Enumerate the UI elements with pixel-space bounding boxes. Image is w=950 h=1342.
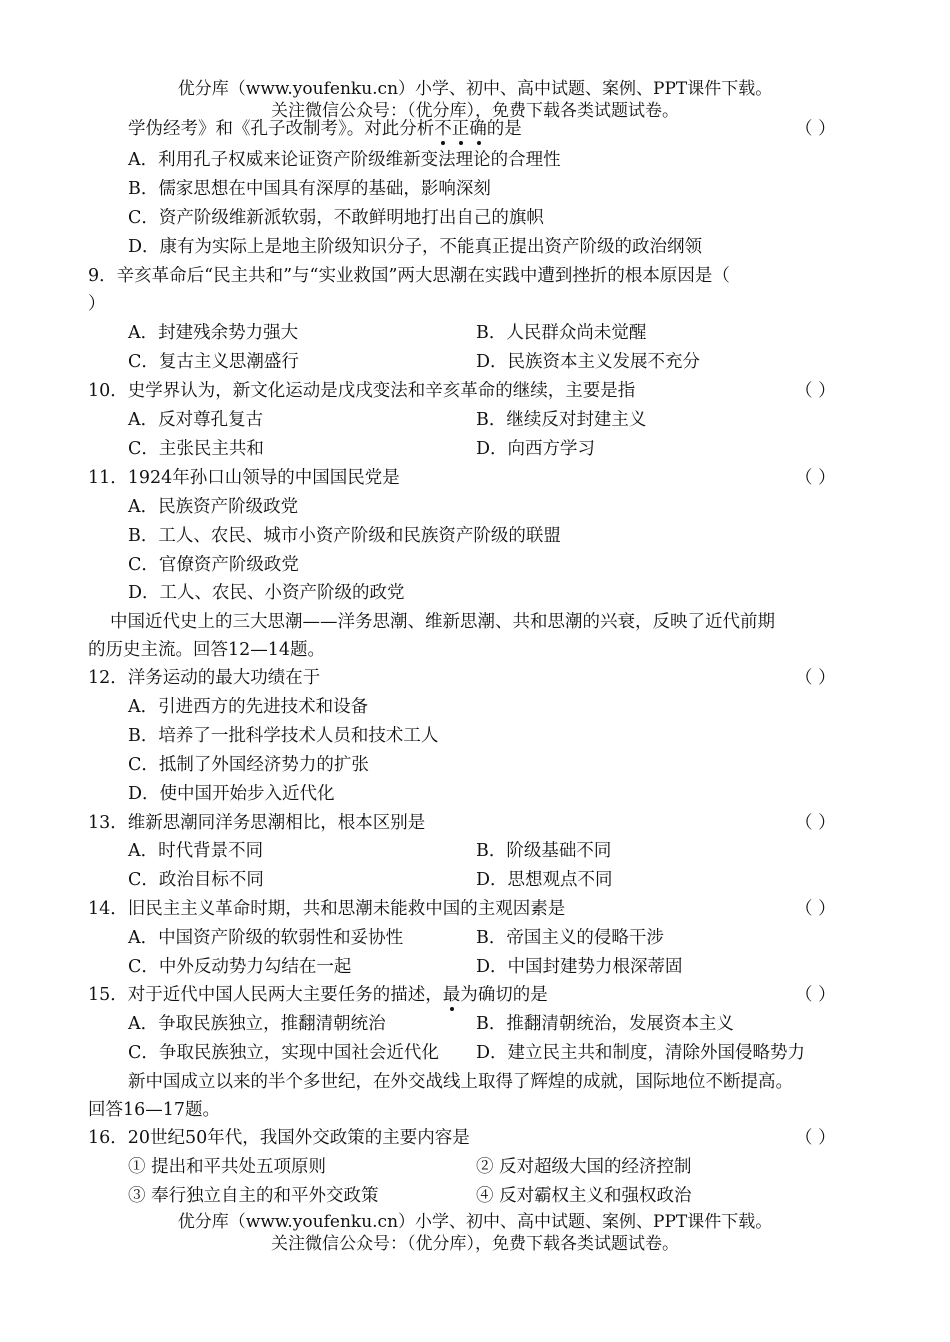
- q9-option-d: D．民族资本主义发展不充分: [476, 352, 701, 372]
- page-footer: [0, 1211, 950, 1255]
- q8-stem-suffix: 的是: [486, 119, 522, 139]
- q13-option-c: C．政治目标不同: [128, 870, 264, 890]
- q12-option-b: B．培养了一批科学技术人员和技术工人: [128, 726, 439, 746]
- q12-option-d: D．使中国开始步入近代化: [128, 784, 335, 804]
- q14-answer-paren: （ ）: [795, 899, 836, 919]
- passage-2-line-2: 回答16—17题。: [88, 1100, 221, 1120]
- q15-emph-text: 最: [442, 985, 461, 1005]
- q11-stem: 11．1924年孙口山领导的中国国民党是: [88, 468, 400, 488]
- q10-option-a: A．反对尊孔复古: [128, 410, 264, 430]
- q9-stem: 9．辛亥革命后“民主共和”与“实业救国”两大思潮在实践中遭到挫折的根本原因是（: [88, 266, 730, 286]
- q10-stem: 10．史学界认为，新文化运动是戊戌变法和辛亥革命的继续，主要是指: [88, 381, 636, 401]
- q9-option-a: A．封建残余势力强大: [128, 323, 299, 343]
- q13-answer-paren: （ ）: [795, 813, 836, 833]
- header-line-2: 关注微信公众号：（优分库），免费下载各类试题试卷。: [271, 101, 679, 121]
- q8-option-a: A．利用孔子权威来论证资产阶级维新变法理论的合理性: [128, 150, 561, 170]
- q15-option-d: D．建立民主共和制度，清除外国侵略势力: [476, 1043, 806, 1063]
- q11-answer-paren: （ ）: [795, 468, 836, 488]
- q14-option-d: D．中国封建势力根深蒂固: [476, 957, 683, 977]
- footer-line-2: 关注微信公众号：（优分库），免费下载各类试题试卷。: [271, 1234, 679, 1254]
- q14-option-c: C．中外反动势力勾结在一起: [128, 957, 352, 977]
- q15-stem: [88, 982, 548, 1008]
- emphasis-dot: [459, 141, 463, 145]
- q15-option-b: B．推翻清朝统治，发展资本主义: [476, 1014, 734, 1034]
- q13-stem: 13．维新思潮同洋务思潮相比，根本区别是: [88, 813, 426, 833]
- q9-option-b: B．人民群众尚未觉醒: [476, 323, 647, 343]
- q15-option-a: A．争取民族独立，推翻清朝统治: [128, 1014, 386, 1034]
- q15-stem-suffix: 为确切的是: [460, 985, 548, 1005]
- q10-option-c: C．主张民主共和: [128, 439, 264, 459]
- footer-line-1: 优分库（www.youfenku.cn）小学、初中、高中试题、案例、PPT课件下载。: [177, 1212, 773, 1232]
- q11-option-b: B．工人、农民、城市小资产阶级和民族资产阶级的联盟: [128, 526, 561, 546]
- emphasis-dot: [441, 141, 445, 145]
- q8-option-b: B．儒家思想在中国具有深厚的基础，影响深刻: [128, 179, 491, 199]
- q15-stem-emphasis: [443, 985, 461, 1005]
- passage-1-line-2: 的历史主流。回答12—14题。: [88, 640, 326, 660]
- q12-option-a: A．引进西方的先进技术和设备: [128, 697, 369, 717]
- q8-stem-prefix: 学伪经考》和《孔子改制考》。对此分析: [128, 119, 435, 139]
- q11-option-d: D．工人、农民、小资产阶级的政党: [128, 583, 405, 603]
- q16-item-1: ① 提出和平共处五项原则: [128, 1157, 327, 1177]
- q16-item-2: ② 反对超级大国的经济控制: [476, 1157, 692, 1177]
- q8-stem-emphasis: [434, 119, 487, 139]
- q11-option-a: A．民族资产阶级政党: [128, 497, 299, 517]
- q8-stem: [128, 116, 522, 142]
- q15-answer-paren: （ ）: [795, 985, 836, 1005]
- q14-stem: 14．旧民主主义革命时期，共和思潮未能救中国的主观因素是: [88, 899, 566, 919]
- passage-1-line-1: 中国近代史上的三大思潮——洋务思潮、维新思潮、共和思潮的兴衰，反映了近代前期: [110, 612, 775, 632]
- q15-option-c: C．争取民族独立，实现中国社会近代化: [128, 1043, 439, 1063]
- q16-item-3: ③ 奉行独立自主的和平外交政策: [128, 1186, 379, 1206]
- q10-option-b: B．继续反对封建主义: [476, 410, 647, 430]
- q12-stem: 12．洋务运动的最大功绩在于: [88, 668, 321, 688]
- emphasis-dot: [450, 1007, 454, 1011]
- header-line-1: 优分库（www.youfenku.cn）小学、初中、高中试题、案例、PPT课件下载。: [177, 79, 773, 99]
- passage-2-line-1: 新中国成立以来的半个多世纪，在外交战线上取得了辉煌的成就，国际地位不断提高。: [128, 1072, 793, 1092]
- q8-emph-text: 不正确: [434, 119, 487, 139]
- q10-answer-paren: （ ）: [795, 381, 836, 401]
- q13-option-a: A．时代背景不同: [128, 841, 264, 861]
- q16-answer-paren: （ ）: [795, 1128, 836, 1148]
- q14-option-b: B．帝国主义的侵略干涉: [476, 928, 664, 948]
- q8-option-c: C．资产阶级维新派软弱，不敢鲜明地打出自己的旗帜: [128, 208, 544, 228]
- q15-stem-prefix: 15．对于近代中国人民两大主要任务的描述，: [88, 985, 443, 1005]
- q10-option-d: D．向西方学习: [476, 439, 596, 459]
- q9-option-c: C．复古主义思潮盛行: [128, 352, 299, 372]
- q13-option-d: D．思想观点不同: [476, 870, 613, 890]
- q12-option-c: C．抵制了外国经济势力的扩张: [128, 755, 369, 775]
- q14-option-a: A．中国资产阶级的软弱性和妥协性: [128, 928, 404, 948]
- emphasis-dot: [477, 141, 481, 145]
- q12-answer-paren: （ ）: [795, 668, 836, 688]
- q8-option-d: D．康有为实际上是地主阶级知识分子，不能真正提出资产阶级的政治纲领: [128, 237, 703, 257]
- q16-item-4: ④ 反对霸权主义和强权政治: [476, 1186, 692, 1206]
- q16-stem: 16．20世纪50年代，我国外交政策的主要内容是: [88, 1128, 470, 1148]
- q9-stem-cont: ）: [88, 294, 106, 314]
- q13-option-b: B．阶级基础不同: [476, 841, 612, 861]
- q11-option-c: C．官僚资产阶级政党: [128, 555, 299, 575]
- q8-answer-paren: （ ）: [795, 119, 836, 139]
